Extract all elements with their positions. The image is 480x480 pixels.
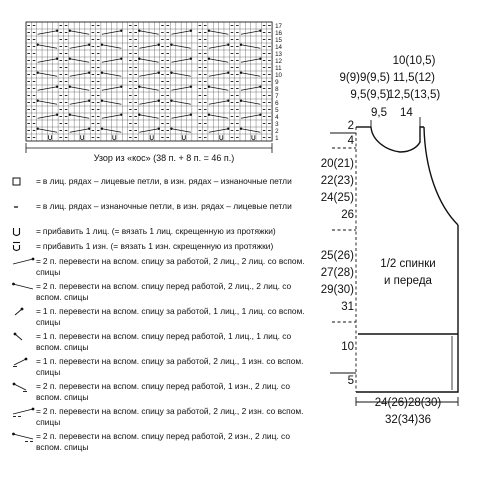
legend-text: 2 п. перевести на вспом. спицу перед работой, 2 изн., 2 лиц. со вспом. спицы: [36, 431, 291, 452]
legend-item: = 2 п. перевести на вспом. спицу перед работой, 2 лиц., 2 лиц. со вспом. спицы: [8, 281, 308, 306]
row-number: 11: [275, 64, 282, 72]
row-number: 14: [275, 43, 282, 51]
legend-text: 2 п. перевести на вспом. спицу перед работой, 2 лиц., 2 лиц. со вспом. спицы: [36, 281, 292, 302]
row-number: 4: [275, 113, 279, 121]
neckline-curve: [371, 127, 424, 152]
label-left-25: 25(26): [320, 250, 354, 262]
label-left-2: 2: [347, 120, 354, 132]
label-left-20: 20(21): [320, 158, 354, 170]
legend-text: 2 п. перевести на вспом. спицу за работой, 2 лиц., 2 лиц. со вспом. спицы: [36, 256, 305, 277]
row-number: 12: [275, 57, 282, 65]
label-bottom-a: 24(26)28(30): [374, 397, 442, 409]
row-number: 1: [275, 134, 279, 142]
center-label-1: 1/2 спинки: [380, 258, 436, 270]
legend-text: 1 п. перевести на вспом. спицу за работой, 1 лиц., 1 лиц. со вспом. спицы: [36, 306, 305, 327]
legend-item: = в лиц. рядах – изнаночные петли, в изн. рядах – лицевые петли: [8, 201, 308, 226]
legend-text: 1 п. перевести на вспом. спицу за работой, 2 лиц., 1 изн. со вспом. спицы: [36, 356, 304, 377]
label-left-5: 5: [347, 375, 354, 387]
legend-item: = в лиц. рядах – лицевые петли, в изн. рядах – изнаночные петли: [8, 176, 308, 201]
armhole-curve: [424, 127, 458, 225]
label-bottom-b: 32(34)36: [384, 414, 432, 426]
row-number: 17: [275, 22, 282, 30]
legend-text: 2 п. перевести на вспом. спицу перед работой, 1 изн., 2 лиц. со вспом. спицы: [36, 381, 291, 402]
legend-item: = 1 п. перевести на вспом. спицу за работой, 2 лиц., 1 изн. со вспом. спицы: [8, 356, 308, 381]
legend-item: = 2 п. перевести на вспом. спицу перед работой, 2 изн., 2 лиц. со вспом. спицы: [8, 431, 308, 456]
label-left-27: 27(28): [320, 267, 354, 279]
row-number: 6: [275, 99, 279, 107]
row-number: 8: [275, 85, 279, 93]
legend-text: в лиц. рядах – изнаночные петли, в изн. рядах – лицевые петли: [42, 201, 292, 211]
label-top-right-d: 14: [400, 107, 413, 119]
legend-item: = 1 п. перевести на вспом. спицу перед работой, 1 лиц., 1 лиц. со вспом. спицы: [8, 331, 308, 356]
label-left-22: 22(23): [320, 175, 354, 187]
row-number: 15: [275, 36, 282, 44]
label-left-4: 4: [347, 135, 354, 147]
legend-text: 1 п. перевести на вспом. спицу перед работой, 1 лиц., 1 лиц. со вспом. спицы: [36, 331, 292, 352]
legend-text: в лиц. рядах – лицевые петли, в изн. рядах – изнаночные петли: [42, 176, 292, 186]
label-left-26: 26: [341, 209, 354, 221]
legend-item: = 2 п. перевести на вспом. спицу за работой, 2 лиц., 2 изн. со вспом. спицы: [8, 406, 308, 431]
chart-caption: Узор из «кос» (38 п. + 8 п. = 46 п.): [93, 153, 235, 163]
label-top-right-c: 12,5(13,5): [387, 89, 441, 101]
label-left-10: 10: [341, 341, 354, 353]
row-number: 16: [275, 29, 282, 37]
label-top-left-b: 9,5(9,5): [350, 89, 390, 101]
legend-item: = прибавить 1 лиц. (= вязать 1 лиц. скрещенную из протяжки): [8, 226, 308, 241]
legend-item: = 2 п. перевести на вспом. спицу за работой, 2 лиц., 2 лиц. со вспом. спицы: [8, 256, 308, 281]
legend-text: прибавить 1 изн. (= вязать 1 изн. скрещенную из протяжки): [42, 241, 274, 251]
label-top-right-b: 11,5(12): [393, 72, 435, 84]
row-number: 3: [275, 120, 279, 128]
row-number: 10: [275, 71, 282, 79]
label-top-left-c: 9,5: [371, 107, 387, 119]
row-number: 7: [275, 92, 279, 100]
row-number: 2: [275, 127, 279, 135]
hem-edge: [356, 334, 458, 392]
label-top-left-a: 9(9)9(9,5): [339, 72, 390, 84]
legend-text: прибавить 1 лиц. (= вязать 1 лиц. скрещенную из протяжки): [42, 226, 276, 236]
label-left-29: 29(30): [320, 284, 354, 296]
legend-item: = прибавить 1 изн. (= вязать 1 изн. скрещенную из протяжки): [8, 241, 308, 256]
legend-item: = 1 п. перевести на вспом. спицу за работой, 1 лиц., 1 лиц. со вспом. спицы: [8, 306, 308, 331]
label-top-right-a: 10(10,5): [392, 55, 436, 67]
legend-text: 2 п. перевести на вспом. спицу за работой, 2 лиц., 2 изн. со вспом. спицы: [36, 406, 304, 427]
row-number: 13: [275, 50, 282, 58]
row-number: 9: [275, 78, 279, 86]
legend-item: = 2 п. перевести на вспом. спицу перед работой, 1 изн., 2 лиц. со вспом. спицы: [8, 381, 308, 406]
row-number: 5: [275, 106, 279, 114]
label-left-24: 24(25): [320, 192, 354, 204]
center-label-2: и переда: [384, 275, 432, 287]
label-left-31: 31: [341, 301, 354, 313]
